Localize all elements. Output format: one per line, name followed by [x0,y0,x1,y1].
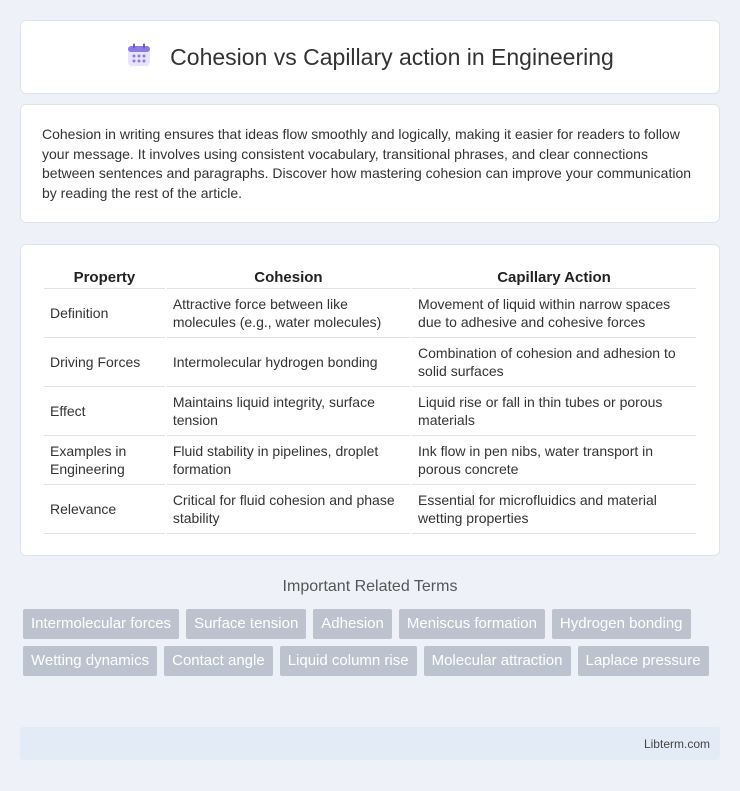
table-cell: Ink flow in pen nibs, water transport in porous concrete [412,436,696,485]
comparison-card [20,244,720,556]
table-cell: Driving Forces [44,338,165,387]
tag-adhesion[interactable]: Adhesion [313,609,392,639]
header-property: Property [44,265,165,289]
table-cell: Intermolecular hydrogen bonding [167,338,410,387]
table-row [44,289,696,338]
table-cell: Critical for fluid cohesion and phase stability [167,485,410,534]
footer-site-link[interactable]: Libterm.com [643,737,710,751]
tag-molecular-attraction[interactable]: Molecular attraction [424,646,571,676]
calendar-icon [126,42,152,73]
tag-intermolecular-forces[interactable]: Intermolecular forces [23,609,179,639]
tag-contact-angle[interactable]: Contact angle [164,646,273,676]
table-row [44,338,696,387]
table-cell: Attractive force between like molecules (e.g., water molecules) [167,289,410,338]
table-header-row [44,265,696,289]
tag-surface-tension[interactable]: Surface tension [186,609,306,639]
related-terms-title: Important Related Terms [282,578,458,595]
related-terms-tags [23,609,723,676]
table-cell: Definition [44,289,165,338]
table-cell: Effect [44,387,165,436]
table-cell: Fluid stability in pipelines, droplet formation [167,436,410,485]
tag-liquid-column-rise[interactable]: Liquid column rise [280,646,417,676]
header-cohesion: Cohesion [167,265,410,289]
table-cell: Maintains liquid integrity, surface tension [167,387,410,436]
header-capillary-action: Capillary Action [412,265,696,289]
tag-meniscus-formation[interactable]: Meniscus formation [399,609,545,639]
table-cell: Relevance [44,485,165,534]
footer [20,727,720,760]
table-cell: Liquid rise or fall in thin tubes or porous materials [412,387,696,436]
table-cell: Movement of liquid within narrow spaces due to adhesive and cohesive forces [412,289,696,338]
table-cell: Combination of cohesion and adhesion to solid surfaces [412,338,696,387]
page-title: Cohesion vs Capillary action in Engineering [170,43,614,70]
table-cell: Essential for microfluidics and material wetting properties [412,485,696,534]
header-card [20,20,720,94]
tag-hydrogen-bonding[interactable]: Hydrogen bonding [552,609,691,639]
table-row [44,436,696,485]
table-cell: Examples in Engineering [44,436,165,485]
tag-laplace-pressure[interactable]: Laplace pressure [578,646,709,676]
comparison-table [42,265,698,534]
intro-card [20,104,720,223]
intro-paragraph: Cohesion in writing ensures that ideas flow smoothly and logically, making it easier for readers to follow your message. It involves using consistent vocabulary, transitional phrases, and clear connections between sentences and paragraphs. Discover how mastering cohesion can improve your communication by reading the rest of the article. [42,126,692,201]
tag-wetting-dynamics[interactable]: Wetting dynamics [23,646,157,676]
table-row [44,485,696,534]
table-row [44,387,696,436]
